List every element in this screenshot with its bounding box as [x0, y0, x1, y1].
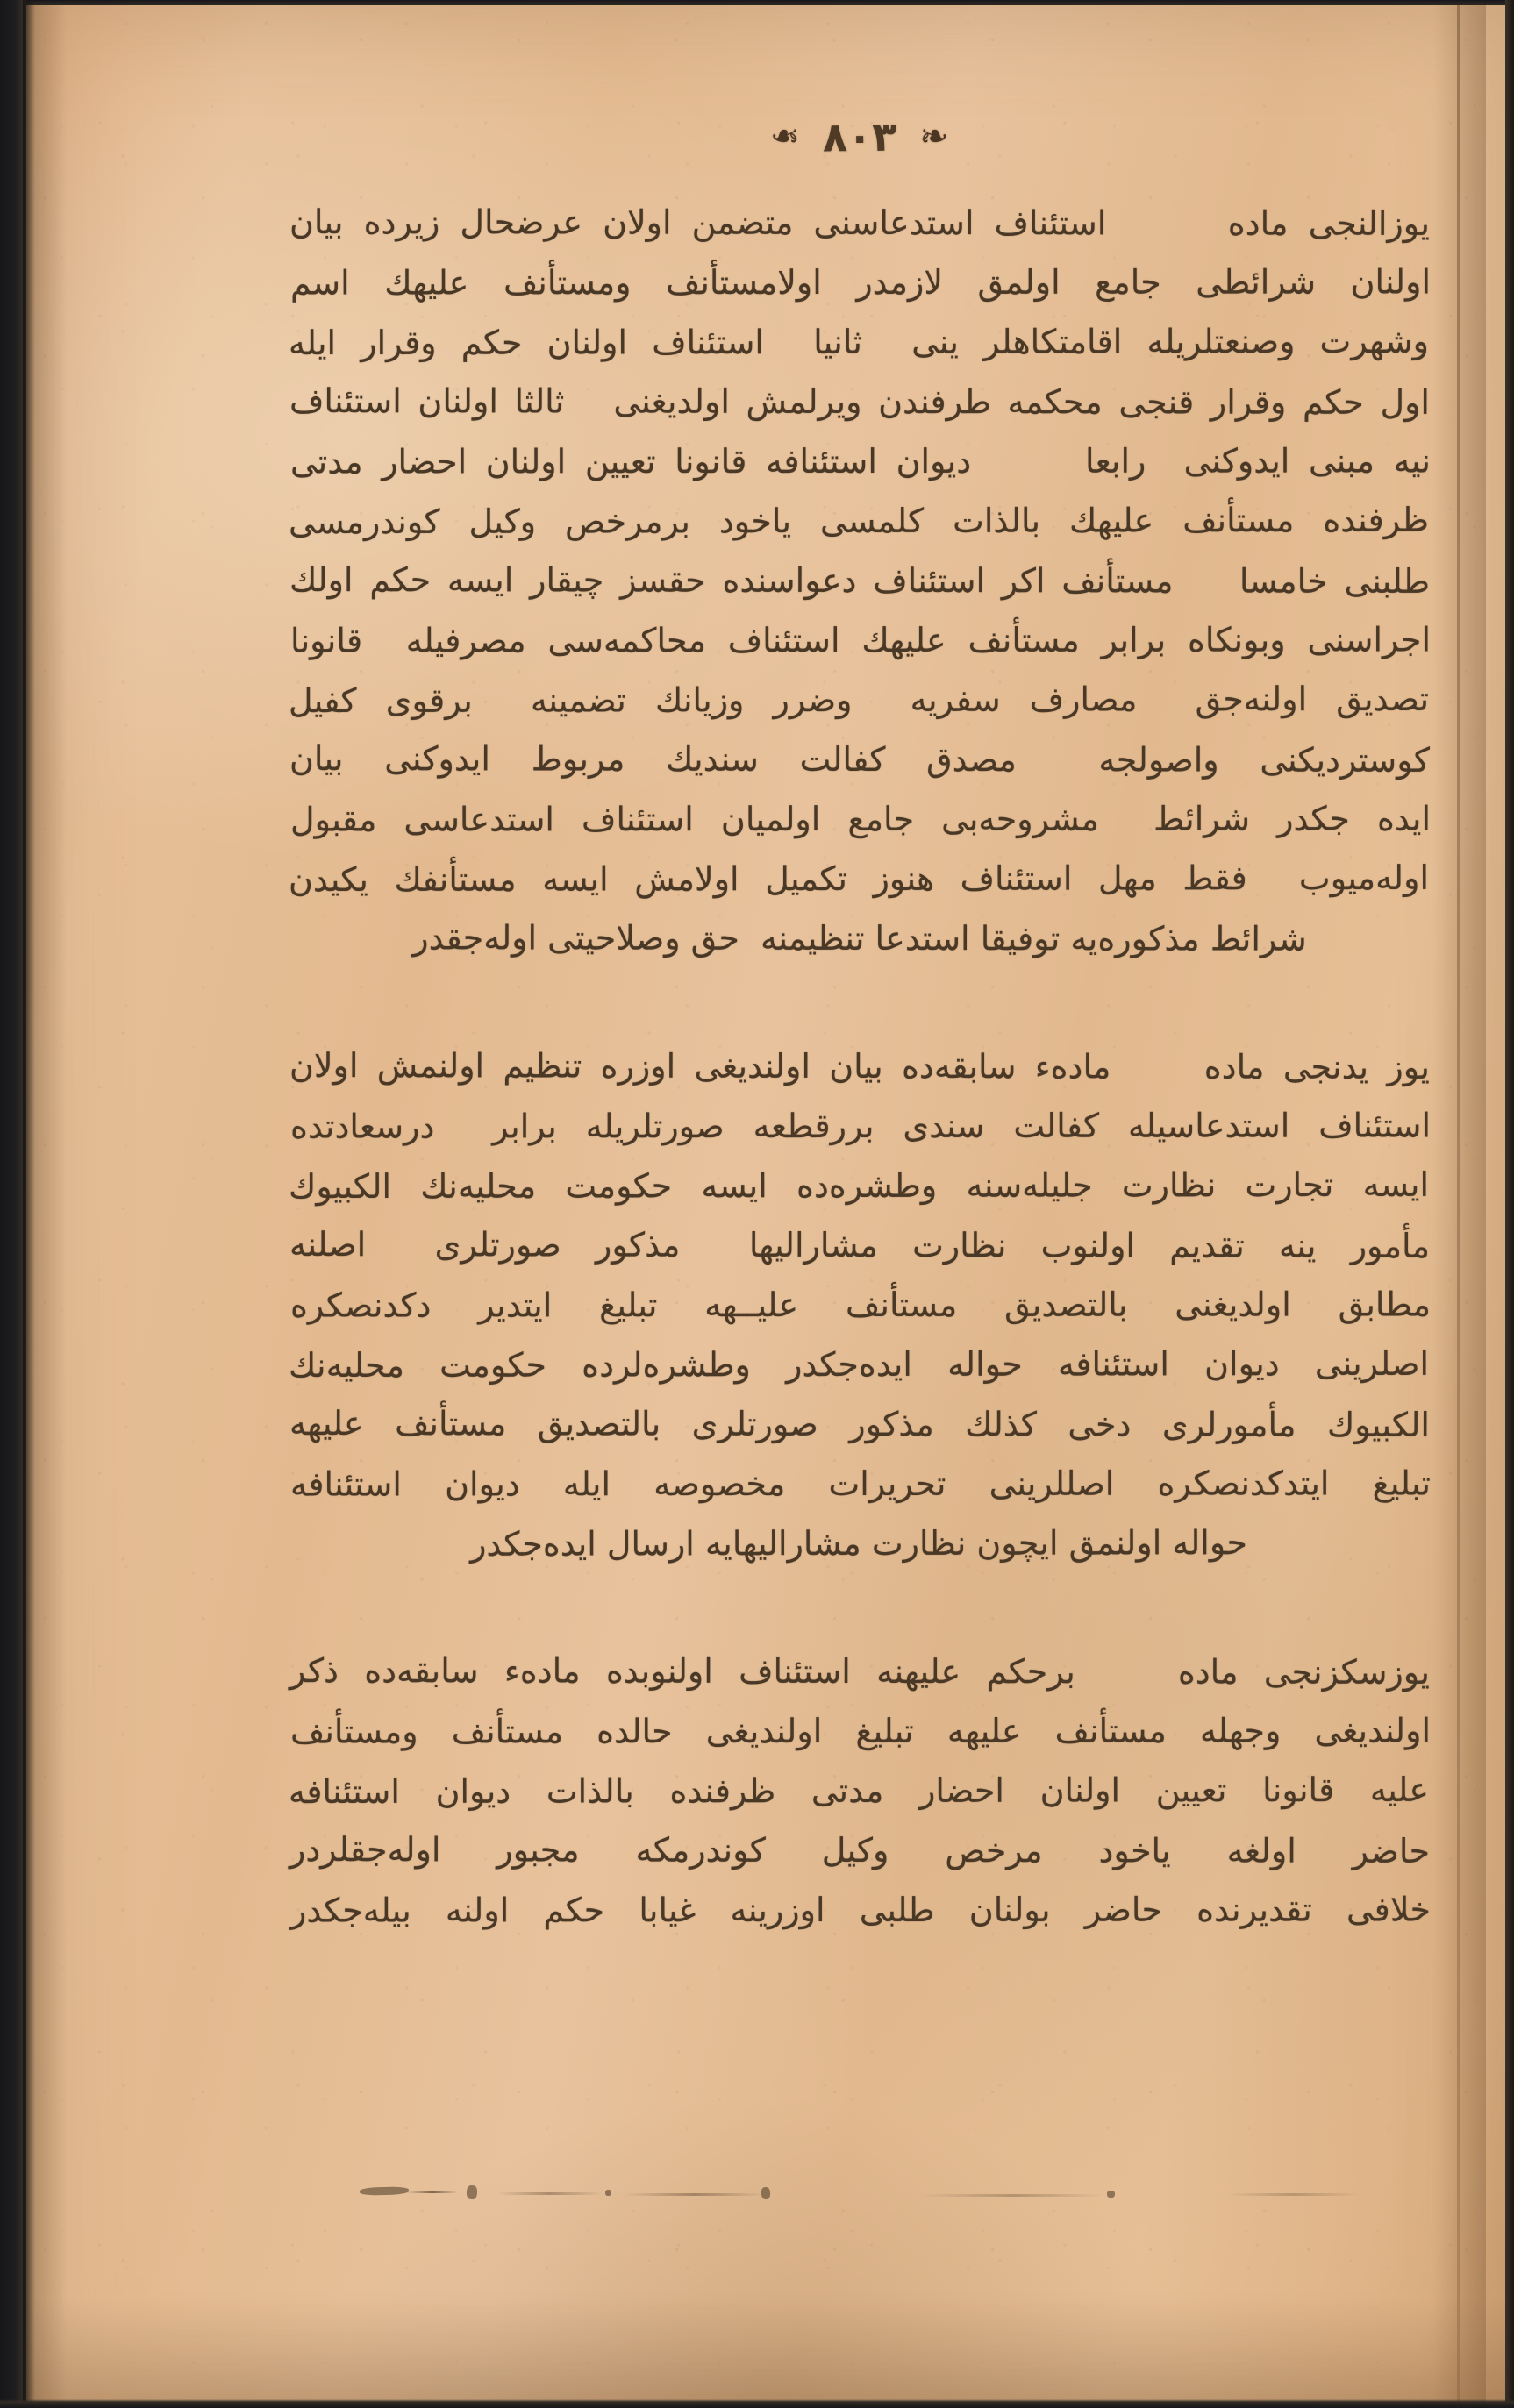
text-line: تبليغ ايتدكدنصكره اصللرينی تحريرات مخصوصه ايله ديوان استئنافه	[289, 1464, 1432, 1504]
text-line: شرائط مذكورەيه توفيقا استدعا تنظيمنه حق وصلاحيتی اوله‌جقدر	[412, 918, 1307, 958]
text-line: ايسه تجارت نظارت جليله‌سنه وطشره‌ده ايسه حكومت محليه‌نك الكبيوك	[288, 1165, 1430, 1207]
footer-smudge-marks	[316, 2171, 1403, 2241]
scan-border-left	[0, 0, 26, 2408]
text-line: حاضر اولغه ياخود مرخص وكيل كوندرمكه مجبور اوله‌جقلردر	[289, 1830, 1431, 1870]
leaf-ornament-left-icon: ❧	[918, 115, 951, 159]
text-line: مأمور ينه تقديم اولنوب نظارت مشاراليها مذكور صورتلری اصلنه	[289, 1225, 1431, 1265]
text-line: اصلرينی ديوان استئنافه حواله ايده‌جكدر وطشره‌لرده حكومت محليه‌نك	[288, 1343, 1430, 1386]
binding-gutter-shadow	[1433, 5, 1486, 2403]
text-line: ظرفنده مستأنف عليهك بالذات كلمسی ياخود برمرخص وكيل كوندرمسی	[288, 500, 1430, 542]
text-line: ايده جكدر شرائط مشروحه‌بی جامع اولميان استئناف استدعاسی مقبول	[289, 799, 1432, 839]
binding-gutter-line	[1457, 5, 1460, 2403]
folio-number: ۸۰۳	[822, 112, 897, 161]
text-line: اجراسنی وبونكاه برابر مستأنف عليهك استئناف محاكمه‌سی مصرفيله قانونا	[289, 620, 1432, 660]
text-block	[289, 102, 1430, 1940]
scan-border-bottom	[0, 2399, 1514, 2408]
text-line: خلافی تقديرنده حاضر بولنان طلبی اوزرينه غيابا حكم اولنه بيله‌جكدر	[289, 1890, 1432, 1930]
text-line: اول حكم وقرار قنجی محكمه طرفندن ويرلمش اولديغنی ثالثا اولنان استئناف	[289, 381, 1431, 422]
text-line: حواله اولنمق ايچون نظارت مشاراليهايه ارسال ايده‌جكدر	[470, 1523, 1247, 1564]
text-line: اوله‌ميوب فقط مهل استئناف هنوز تكميل اولامش ايسه مستأنفك يكيدن	[288, 858, 1430, 900]
running-head	[289, 102, 1430, 172]
text-line: يوز يدنجی ماده ماده‌ء سابقه‌ده بيان اولنديغی اوزره تنظيم اولنمش اولان	[289, 1046, 1431, 1086]
leaf-ornament-right-icon: ❧	[768, 115, 802, 159]
paper-leaf	[26, 5, 1505, 2403]
text-line: عليه قانونا تعيين اولنان احضار مدتی ظرفنده بالذات ديوان استئنافه	[288, 1770, 1430, 1812]
text-line: تصديق اولنه‌جق مصارف سفريه وضرر وزيانك تضمينه برقوی كفيل	[288, 679, 1430, 721]
text-line: كوسترديكنی واصولجه مصدق كفالت سنديك مربوط ايدوكنی بيان	[289, 739, 1431, 780]
article-block-107	[289, 1037, 1430, 1573]
text-line: الكبيوك مأمورلری دخی كذلك مذكور صورتلری بالتصديق مستأنف عليهه	[289, 1404, 1431, 1444]
text-line: اولنديغی وجهله مستأنف عليهه تبليغ اولنديغی حالده مستأنف ومستأنف	[289, 1711, 1432, 1751]
text-line: اولنان شرائطی جامع اولمق لازمدر اولامستأنف ومستأنف عليهك اسم	[289, 262, 1432, 303]
article-block-108	[289, 1642, 1430, 1940]
paper-edge-shadow-bottom	[26, 2298, 1505, 2403]
text-line: يوزالنجی ماده استئناف استدعاسنی متضمن اولان عرضحال زيرده بيان	[289, 203, 1431, 243]
text-line: استئناف استدعاسيله كفالت سندی بررقطعه صورتلريله برابر درسعادتده	[289, 1106, 1432, 1146]
text-line: مطابق اولديغنی بالتصديق مستأنف عليــهه تبليغ ايتدير دكدنصكره	[289, 1285, 1432, 1325]
text-line: طلبنی خامسا مستأنف اكر استئناف دعواسنده حقسز چيقار ايسه حكم اولك	[289, 560, 1431, 601]
text-line: وشهرت وصنعتلريله اقامتكاهلر ينی ثانيا استئناف اولنان حكم وقرار ايله	[288, 321, 1430, 363]
scan-border-right	[1505, 0, 1514, 2408]
text-line: يوزسكزنجی ماده برحكم عليهنه استئناف اولنوبده ماده‌ء سابقه‌ده ذكر	[289, 1651, 1431, 1692]
article-block-101	[289, 193, 1430, 968]
text-line: نيه مبنی ايدوكنی رابعا ديوان استئنافه قانونا تعيين اولنان احضار مدتی	[289, 441, 1432, 481]
scan-border-top	[0, 0, 1514, 5]
